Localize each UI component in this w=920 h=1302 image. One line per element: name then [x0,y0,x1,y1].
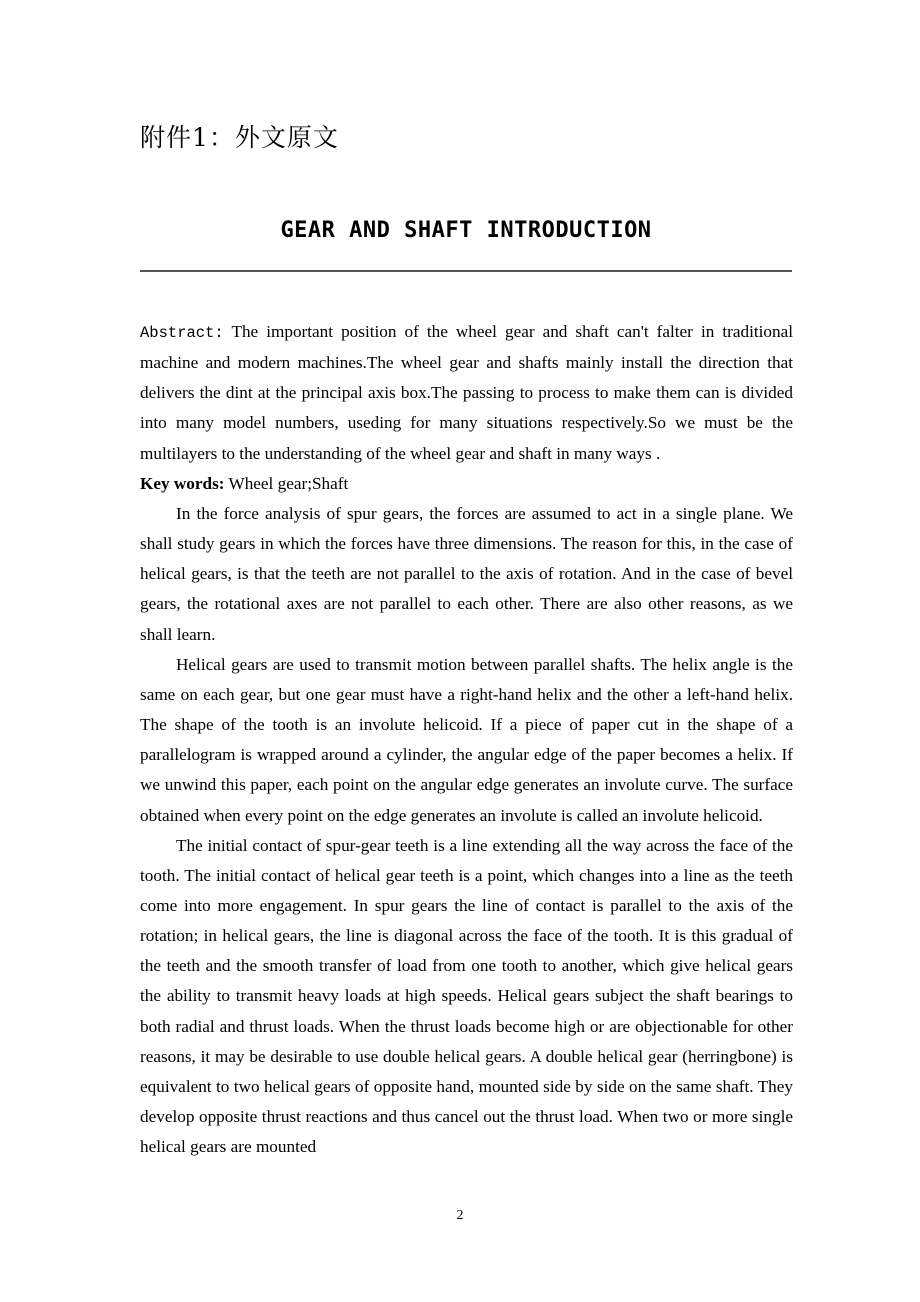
abstract-text: The important position of the wheel gear and shaft can't falter in traditional machine and modern machines.The wheel gear and shafts mainly install the direction that delivers the dint at the principal axis box.The passing to process to make them can is divided into many model numbers, useding for many situations respectively.So we must be the multilayers to the understanding of the wheel gear and shaft in many ways . [140,322,793,463]
attachment-heading: 附件1：外文原文 [140,123,339,152]
keywords-paragraph [140,469,793,499]
keywords-label: Key words: [140,473,225,493]
body-paragraph-1: In the force analysis of spur gears, the forces are assumed to act in a single plane. We shall study gears in which the forces have three dimensions. The reason for this, in the case of helical gears, is that the teeth are not parallel to the axis of rotation. And in the case of bevel gears, the rotational axes are not parallel to each other. There are also other reasons, as we shall learn. [140,503,793,644]
abstract-label: Abstract: [140,324,224,342]
keywords-text: Wheel gear;Shaft [224,473,349,493]
body-paragraph-2: Helical gears are used to transmit motion between parallel shafts. The helix angle is the same on each gear, but one gear must have a right-hand helix and the other a left-hand helix. The shape of the tooth is an involute helicoid. If a piece of paper cut in the shape of a parallelogram is wrapped around a cylinder, the angular edge of the paper becomes a helix. If we unwind this paper, each point on the angular edge generates an involute curve. The surface obtained when every point on the edge generates an involute is called an involute helicoid. [140,654,793,825]
body-paragraph-3: The initial contact of spur-gear teeth is a line extending all the way across the face of the tooth. The initial contact of helical gear teeth is a point, which changes into a line as the teeth come into more engagement. In spur gears the line of contact is parallel to the axis of the rotation; in helical gears, the line is diagonal across the face of the tooth. It is this gradual of the teeth and the smooth transfer of load from one tooth to another, which give helical gears the ability to transmit heavy loads at high speeds. Helical gears subject the shaft bearings to both radial and thrust loads. When the thrust loads become high or are objectionable for other reasons, it may be desirable to use double helical gears. A double helical gear (herringbone) is equivalent to two helical gears of opposite hand, mounted side by side on the same shaft. They develop opposite thrust reactions and thus cancel out the thrust load. When two or more single helical gears are mounted [140,835,793,1157]
abstract-paragraph [140,317,793,469]
title-divider [140,270,792,272]
page-number: 2 [456,1208,464,1223]
document-body [140,317,793,1162]
page-title: GEAR AND SHAFT INTRODUCTION [280,218,652,243]
